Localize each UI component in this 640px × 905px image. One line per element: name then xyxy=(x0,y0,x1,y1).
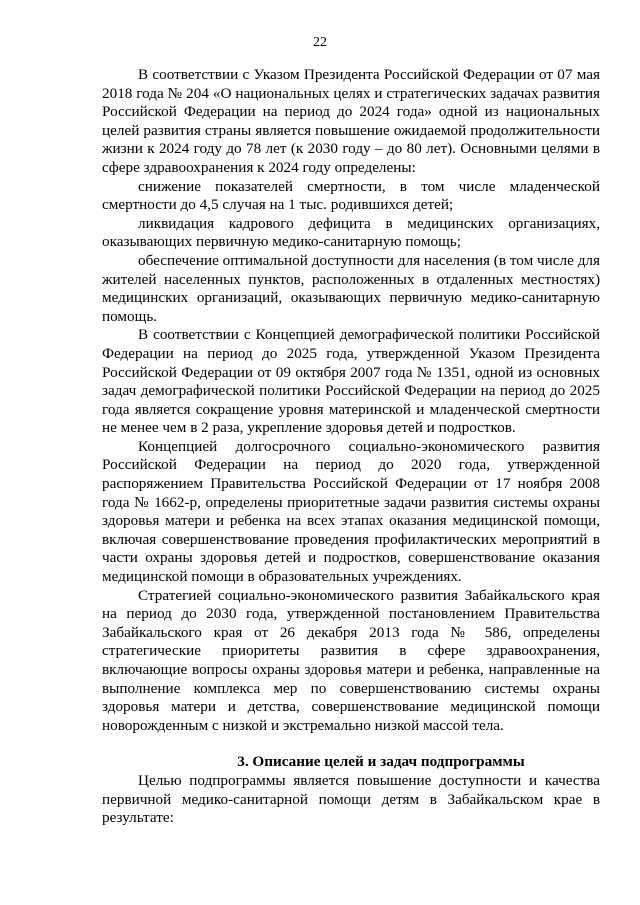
paragraph-long-term-concept: Концепцией долгосрочного социально-экономического развития Российской Федерации на период до 2020 года, утвержденной распоряжением Правительства Российской Федерации от 17 ноября 2008 года № 1662-р, определены приоритетные задачи развития системы охраны здоровья матери и ребенка на всех этапах оказания медицинской помощи, включая совершенствование проведения профилактических мероприятий в части охраны здоровья детей и подростков, совершенствование оказания медицинской помощи в образовательных учреждениях. xyxy=(102,437,600,586)
section-heading: 3. Описание целей и задач подпрограммы xyxy=(237,753,525,771)
paragraph-staff-deficit-goal: ликвидация кадрового дефицита в медицинских организациях, оказывающих первичную медико-санитарную помощь; xyxy=(102,214,600,251)
paragraph-regional-strategy: Стратегией социально-экономического развития Забайкальского края на период до 2030 года, утвержденной постановлением Правительства Забайкальского края от 26 декабря 2013 года № 586, определены стратегические приоритеты развития в сфере здравоохранения, включающие вопросы охраны здоровья матери и ребенка, направленные на выполнение комплекса мер по совершенствованию системы охраны здоровья матери и детства, совершенствование медицинской помощи новорожденным с низкой и экстремально низкой массой тела. xyxy=(102,586,600,734)
page-number: 22 xyxy=(313,35,327,50)
paragraph-decree-2018: В соответствии с Указом Президента Российской Федерации от 07 мая 2018 года № 204 «О национальных целях и стратегических задачах развития Российской Федерации на период до 2024 года» одной из национальных целей развития страны является повышение ожидаемой продолжительности жизни к 2024 году до 78 лет (к 2030 году – до 80 лет). Основными целями в сфере здравоохранения к 2024 году определены: xyxy=(102,66,600,176)
paragraph-accessibility-goal: обеспечение оптимальной доступности для населения (в том числе для жителей населенных пунктов, расположенных в отдаленных местностях) медицинских организаций, оказывающих первичную медико-санитарную помощь. xyxy=(102,251,600,325)
paragraph-demographic-concept: В соответствии с Концепцией демографической политики Российской Федерации на период до 2025 года, утвержденной Указом Президента Российской Федерации от 09 октября 2007 года № 1351, одной из основных задач демографической политики Российской Федерации на период до 2025 года является сокращение уровня материнской и младенческой смертности не менее чем в 2 раза, укрепление здоровья детей и подростков. xyxy=(102,326,600,437)
body-text xyxy=(102,66,600,828)
paragraph-mortality-goal: снижение показателей смертности, в том числе младенческой смертности до 4,5 случая на 1 тыс. родившихся детей; xyxy=(102,177,600,214)
paragraph-subprogram-goal: Целью подпрограммы является повышение доступности и качества первичной медико-санитарной помощи детям в Забайкальском крае в результате: xyxy=(102,771,600,827)
